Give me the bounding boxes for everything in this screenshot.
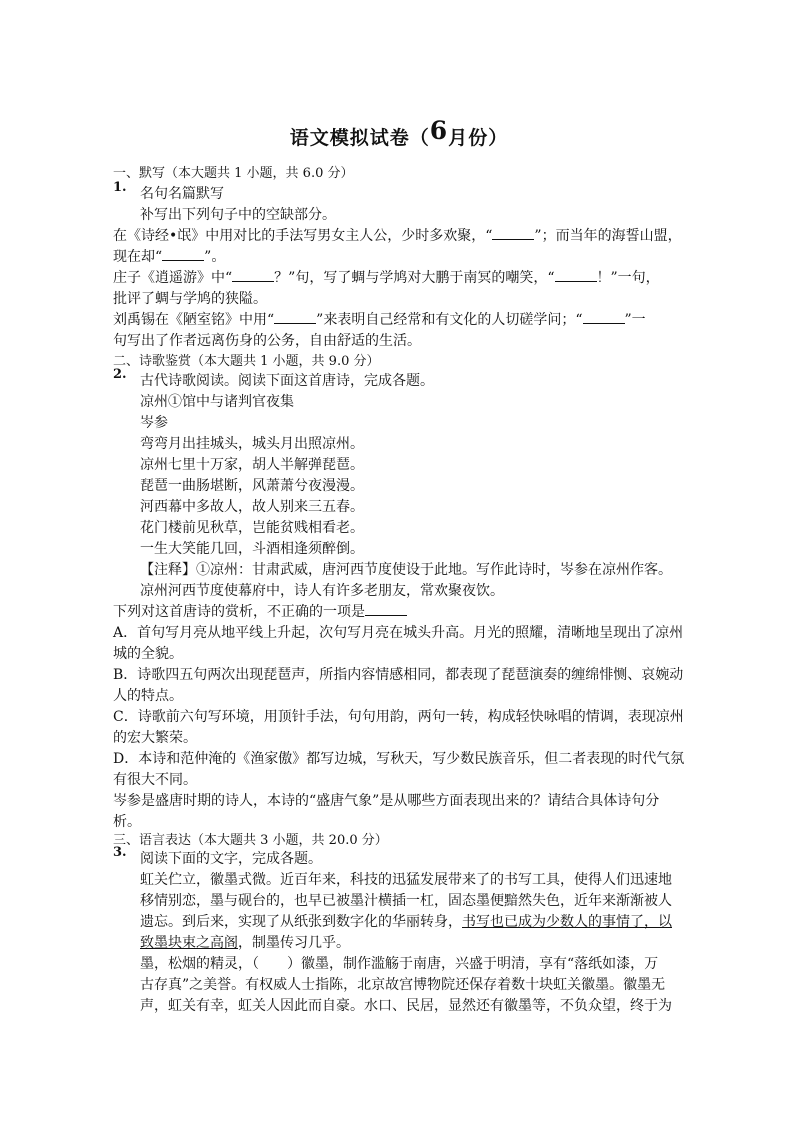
option-d-line-2: 有很大不同。 bbox=[113, 772, 197, 788]
section-2-header: 二、诗歌鉴赏（本大题共 1 小题，共 9.0 分） bbox=[113, 354, 380, 369]
poem-line-4: 河西幕中多故人，故人别来三五春。 bbox=[140, 499, 364, 515]
title-prefix: 语文模拟试卷（ bbox=[289, 127, 430, 149]
q1-line-2 bbox=[113, 246, 225, 266]
q1-text-2b: ？”句，写了蜩与学鸠对大鹏于南冥的嘲笑，“ bbox=[274, 270, 555, 286]
poem-line-1: 弯弯月出挂城头，城头月出照凉州。 bbox=[140, 436, 364, 452]
option-b-line-1[interactable]: B．诗歌四五句两次出现琵琶声，所指内容情感相同，都表现了琵琶演奏的缠绵悱恻、哀婉动 bbox=[113, 667, 684, 683]
q1-blank-4[interactable] bbox=[555, 267, 597, 282]
option-a-line-2: 城的全貌。 bbox=[113, 646, 183, 662]
q1-blank-1[interactable] bbox=[492, 225, 534, 240]
q1-text-3c: ”一 bbox=[624, 312, 646, 328]
q1-text-1d: ”。 bbox=[204, 249, 226, 265]
question-2-intro: 古代诗歌阅读。阅读下面这首唐诗，完成各题。 bbox=[140, 373, 434, 389]
q2-ask-text: 下列对这首唐诗的赏析，不正确的一项是 bbox=[113, 604, 365, 620]
poem-line-3: 琵琶一曲肠堪断，风萧萧兮夜漫漫。 bbox=[140, 478, 364, 494]
section-3-header: 三、语言表达（本大题共 3 小题，共 20.0 分） bbox=[113, 833, 388, 848]
q2-ask bbox=[113, 601, 407, 621]
underlined-sentence-part-1: 书写也已成为少数人的事情了，以 bbox=[462, 914, 672, 930]
passage-line-4b: ，制墨传习几乎。 bbox=[238, 935, 350, 951]
q2-question-2-line-1: 岑参是盛唐时期的诗人，本诗的“盛唐气象”是从哪些方面表现出来的？请结合具体诗句分 bbox=[113, 793, 660, 809]
page-title bbox=[113, 116, 685, 150]
q1-line-5 bbox=[113, 309, 646, 329]
poem-author: 岑参 bbox=[140, 415, 168, 431]
title-month: 6 bbox=[429, 116, 449, 145]
section-1-header: 一、默写（本大题共 1 小题，共 6.0 分） bbox=[113, 166, 354, 181]
q2-question-2-line-2: 析。 bbox=[113, 814, 141, 830]
q1-text-1c: 现在却“ bbox=[113, 249, 163, 265]
poem-note-2: 凉州河西节度使幕府中，诗人有许多老朋友，常欢聚夜饮。 bbox=[140, 583, 504, 599]
q1-text-2a: 庄子《逍遥游》中“ bbox=[113, 270, 233, 286]
q1-blank-6[interactable] bbox=[583, 309, 625, 324]
question-1-subtitle: 补写出下列句子中的空缺部分。 bbox=[140, 207, 336, 223]
option-c-line-2: 的宏大繁荣。 bbox=[113, 730, 197, 746]
q1-line-1 bbox=[113, 225, 682, 245]
poem-line-5: 花门楼前见秋草，岂能贫贱相看老。 bbox=[140, 520, 364, 536]
q1-line-6: 句写出了作者远离伤身的公务，自由舒适的生活。 bbox=[113, 333, 421, 349]
passage-line-3a: 遗忘。到后来，实现了从纸张到数字化的华丽转身， bbox=[140, 914, 462, 930]
question-3-intro: 阅读下面的文字，完成各题。 bbox=[140, 851, 322, 867]
q1-text-1a: 在《诗经•氓》中用对比的手法写男女主人公，少时多欢聚，“ bbox=[113, 228, 493, 244]
option-d-line-1[interactable]: D．本诗和范仲淹的《渔家傲》都写边城，写秋天，写少数民族音乐，但二者表现的时代气氛 bbox=[113, 751, 685, 767]
poem-line-2: 凉州七里十万家，胡人半解弹琵琶。 bbox=[140, 457, 364, 473]
passage-line-1: 虹关伫立，徽墨式微。近百年来，科技的迅猛发展带来了的书写工具，使得人们迅速地 bbox=[140, 872, 672, 888]
option-a-line-1[interactable]: A．首句写月亮从地平线上升起，次句写月亮在城头升高。月光的照耀，清晰地呈现出了凉州 bbox=[113, 625, 684, 641]
question-3-number: 3. bbox=[113, 845, 127, 860]
poem-line-6: 一生大笑能几回，斗酒相逢须醉倒。 bbox=[140, 541, 364, 557]
q1-text-3b: ”来表明自己经常和有文化的人切磋学问；“ bbox=[316, 312, 583, 328]
q1-text-3a: 刘禹锡在《陋室铭》中用“ bbox=[113, 312, 275, 328]
q1-text-1b: ”；而当年的海誓山盟， bbox=[534, 228, 682, 244]
underlined-sentence-part-2: 致墨块束之高阁 bbox=[140, 935, 238, 951]
passage-line-5: 墨，松烟的精灵，（ ）徽墨，制作滥觞于南唐，兴盛于明清，享有“落纸如漆，万 bbox=[140, 956, 659, 972]
passage-line-2: 移情别恋，墨与砚台的，也早已被墨汁横插一杠，固态墨便黯然失色，近年来渐渐被人 bbox=[140, 893, 672, 909]
option-c-line-1[interactable]: C．诗歌前六句写环境，用顶针手法，句句用韵，两句一转，构成轻快咏唱的情调，表现凉州 bbox=[113, 709, 684, 725]
question-1-title: 名句名篇默写 bbox=[140, 186, 224, 202]
q1-blank-3[interactable] bbox=[232, 267, 274, 282]
question-1-number: 1. bbox=[113, 180, 127, 195]
poem-note-1: 【注释】①凉州：甘肃武威，唐河西节度使设于此地。写作此诗时，岑参在凉州作客。 bbox=[140, 562, 672, 578]
passage-line-4 bbox=[140, 932, 350, 952]
q1-line-4: 批评了蜩与学鸠的狭隘。 bbox=[113, 291, 267, 307]
q2-answer-blank[interactable] bbox=[365, 601, 407, 616]
poem-title: 凉州①馆中与诸判官夜集 bbox=[140, 394, 294, 410]
passage-line-3 bbox=[140, 911, 672, 931]
q1-line-3 bbox=[113, 267, 660, 287]
q1-blank-5[interactable] bbox=[274, 309, 316, 324]
passage-line-6: 古存真”之美誉。有权威人士指陈，北京故宫博物院还保存着数十块虹关徽墨。徽墨无 bbox=[140, 977, 666, 993]
question-2-number: 2. bbox=[113, 367, 127, 382]
option-b-line-2: 人的特点。 bbox=[113, 688, 183, 704]
q1-blank-2[interactable] bbox=[162, 246, 204, 261]
passage-line-7: 声，虹关有幸，虹关人因此而自豪。水口、民居，显然还有徽墨等，不负众望，终于为 bbox=[140, 998, 672, 1014]
q1-text-2c: ！”一句， bbox=[596, 270, 660, 286]
title-suffix: 月份） bbox=[448, 127, 509, 149]
